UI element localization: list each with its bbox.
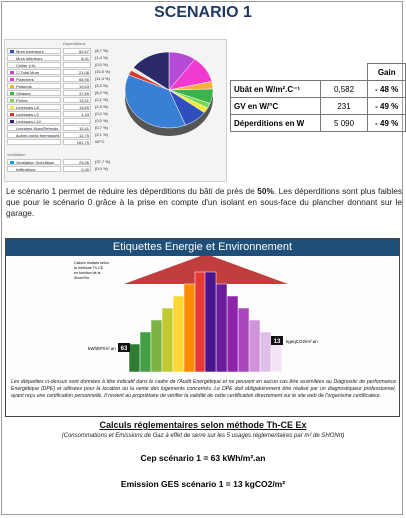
gain-row-label: Ubât en W/m².C⁻¹ bbox=[231, 81, 321, 98]
color-swatch bbox=[10, 99, 14, 103]
house-step bbox=[162, 308, 173, 372]
deperdition-percent: (6,2 %) bbox=[95, 90, 108, 95]
house-step bbox=[184, 284, 195, 372]
caption-line: en fonction de la bbox=[74, 271, 101, 275]
house-step bbox=[129, 344, 140, 372]
energy-title: Etiquettes Energie et Environnement bbox=[6, 239, 399, 256]
gain-row-value: 5 090 bbox=[320, 115, 368, 132]
color-swatch bbox=[10, 161, 14, 165]
ges-house-right bbox=[205, 272, 282, 372]
gain-row-ubat bbox=[231, 81, 406, 98]
deperdition-value: 12,75 bbox=[63, 132, 91, 138]
caption-line: la méthode Th-CE bbox=[74, 266, 104, 270]
house-step bbox=[140, 332, 151, 372]
deperdition-label bbox=[7, 139, 61, 145]
house-step bbox=[271, 344, 282, 372]
deperdition-value: 68,95 bbox=[63, 76, 91, 82]
deperdition-value bbox=[63, 62, 91, 68]
deperdition-label: ☐ Total Murs bbox=[7, 69, 61, 75]
color-swatch bbox=[10, 134, 14, 138]
deperdition-percent: (0,0 %) bbox=[95, 62, 108, 67]
deperdition-percent: W/°C bbox=[95, 139, 105, 144]
deperdition-label: Portes bbox=[7, 97, 61, 103]
disclaimer-text: Les étiquettes ci-dessus sont données à titre indicatif dans le cadre de l'Audit Energétique et ne peuvent en aucun cas être assimilées au Diagnostic de performance Energétique (DPE) et utilisées pour la location ou la vente des logements concernés. Le DPE doit obligatoirement être réalisé par un diagnostiqueur professionnel, ayant reçu une certification personnelle. Il revient au propriétaire de vérifier la validité de cette certification directement sur le site web de l'organisme certificateur. bbox=[11, 379, 396, 399]
color-swatch bbox=[10, 50, 14, 54]
deperdition-label: Cellier V.N. bbox=[7, 62, 61, 68]
calc-title: Calculs réglementaires selon méthode Th-CE Ex bbox=[99, 420, 307, 430]
color-swatch bbox=[10, 85, 14, 89]
house-step bbox=[151, 320, 162, 372]
energy-caption bbox=[74, 261, 109, 280]
deperdition-percent: (2,3 %) bbox=[95, 104, 108, 109]
house-step bbox=[195, 272, 206, 372]
deperdition-percent: (0,0 %) bbox=[95, 166, 108, 171]
color-swatch bbox=[10, 78, 14, 82]
gain-row-gain: - 48 % bbox=[368, 81, 406, 98]
house-step bbox=[238, 308, 249, 372]
deperdition-percent: (1,4 %) bbox=[95, 55, 108, 60]
deperdition-value bbox=[63, 118, 91, 124]
deperdition-value: 23,06 bbox=[63, 159, 91, 165]
deperdition-value: 10,41 bbox=[63, 125, 91, 131]
deperdition-value: 21,08 bbox=[63, 69, 91, 75]
deperdition-label: Murs extérieurs bbox=[7, 48, 61, 54]
deperdition-percent: (0,7 %) bbox=[95, 125, 108, 130]
deperdition-percent: (0,0 %) bbox=[95, 118, 108, 123]
color-swatch bbox=[10, 113, 14, 117]
color-swatch bbox=[10, 168, 14, 172]
ges-value: 13 bbox=[273, 339, 281, 345]
deperdition-value: 0,39 bbox=[63, 166, 91, 172]
deperdition-percent: (37,7 %) bbox=[95, 159, 111, 164]
gain-row-label: Déperditions en W bbox=[231, 115, 321, 132]
deperdition-value: 19,63 bbox=[63, 83, 91, 89]
scenario-paragraph bbox=[6, 186, 402, 219]
deperdition-label: Planchers bbox=[7, 76, 61, 82]
deperdition-label: Linéiques L10 bbox=[7, 118, 61, 124]
house-step bbox=[227, 296, 238, 372]
paragraph-highlight: 50% bbox=[257, 186, 274, 196]
deperdition-value: 8,41 bbox=[63, 55, 91, 61]
gain-row-label: GV en W/°C bbox=[231, 98, 321, 115]
deperdition-label: Infiltrations bbox=[7, 166, 61, 172]
deperdition-label: Murs intérieurs bbox=[7, 55, 61, 61]
ventilation-header: Ventilation bbox=[7, 152, 26, 157]
deperdition-value: 52,67 bbox=[63, 48, 91, 54]
house-step bbox=[173, 296, 184, 372]
calc-subtitle: (Consommations et Emissions de Gaz à effet de serre sur les 5 usages réglementaires par m² de SHONrt) bbox=[61, 433, 345, 439]
gain-table bbox=[230, 63, 406, 132]
deperdition-percent: (10,0 %) bbox=[95, 69, 111, 74]
gain-header-row bbox=[231, 64, 406, 81]
color-swatch bbox=[10, 127, 14, 131]
color-swatch bbox=[10, 120, 14, 124]
color-swatch bbox=[10, 92, 14, 96]
deperdition-label: Vitrages bbox=[7, 90, 61, 96]
deperdition-percent: (3,2 %) bbox=[95, 83, 108, 88]
energy-value: 63 bbox=[120, 346, 128, 352]
house-step bbox=[260, 332, 271, 372]
gain-row-value: 231 bbox=[320, 98, 368, 115]
ges-result: Emission GES scénario 1 = 13 kgCO2/m² bbox=[120, 479, 286, 489]
house-step bbox=[205, 272, 216, 372]
deperdition-value: 37,65 bbox=[63, 90, 91, 96]
deperdition-percent: (8,7 %) bbox=[95, 48, 108, 53]
deperdition-percent: (2,1 %) bbox=[95, 132, 108, 137]
cep-result: Cep scénario 1 = 63 kWh/m².an bbox=[140, 453, 266, 463]
deperdition-value: 161,75 bbox=[63, 139, 91, 145]
energy-labels-box bbox=[5, 238, 400, 417]
caption-line: Shon/Shr bbox=[74, 276, 89, 280]
deperdition-label: Linéiques L8 bbox=[7, 104, 61, 110]
gain-row-gain: - 49 % bbox=[368, 98, 406, 115]
deperdition-label: Autres ponts thermiques bbox=[7, 132, 61, 138]
color-swatch bbox=[10, 57, 14, 61]
deperdition-percent: (2,1 %) bbox=[95, 97, 108, 102]
gain-row-value: 0,582 bbox=[320, 81, 368, 98]
deperdition-percent: (0,2 %) bbox=[95, 111, 108, 116]
deperdition-percent: (11,4 %) bbox=[95, 76, 110, 81]
gain-row-gain: - 49 % bbox=[368, 115, 406, 132]
deperdition-label: Linéaires Murs/Refends bbox=[7, 125, 61, 131]
gain-row-deperditions bbox=[231, 115, 406, 132]
deperdition-label: Ventilation Spécifique bbox=[7, 159, 61, 165]
deperditions-header: Déperditions bbox=[63, 41, 86, 46]
energy-unit-label: kWhEP/m².an bbox=[88, 346, 116, 351]
gain-row-gv bbox=[231, 98, 406, 115]
color-swatch bbox=[10, 64, 14, 68]
paragraph-text: . Les déperditions sont plus faibles que pour le scénario 0 grâce à la prise en compte d'un isolant en sous-face du plancher donnant sur le garage. bbox=[6, 186, 402, 218]
color-swatch bbox=[10, 141, 14, 145]
energy-house-left bbox=[129, 272, 206, 372]
caption-line: Calculs réalisés selon bbox=[74, 261, 109, 265]
deperdition-label: Linéiques L9 bbox=[7, 111, 61, 117]
deperditions-panel bbox=[4, 39, 227, 182]
deperdition-value: 13,69 bbox=[63, 104, 91, 110]
deperdition-label: Plafonds bbox=[7, 83, 61, 89]
house-step bbox=[249, 320, 260, 372]
gain-header: Gain bbox=[368, 64, 406, 81]
color-swatch bbox=[10, 106, 14, 110]
page-title: SCENARIO 1 bbox=[154, 4, 252, 21]
energy-houses-graphic bbox=[6, 256, 399, 376]
paragraph-text: Le scénario 1 permet de réduire les déperditions du bâti de près de bbox=[6, 186, 258, 196]
color-swatch bbox=[10, 71, 14, 75]
deperditions-pie-chart bbox=[117, 46, 221, 142]
house-step bbox=[216, 284, 227, 372]
ges-unit-label: kgeqCO2/m².an bbox=[286, 339, 318, 344]
deperdition-value: 1,43 bbox=[63, 111, 91, 117]
deperdition-value: 13,01 bbox=[63, 97, 91, 103]
